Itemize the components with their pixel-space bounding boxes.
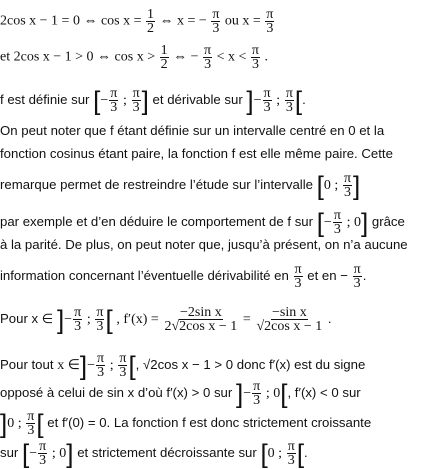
paragraph-line (0, 440, 438, 467)
text: − (29, 445, 38, 461)
numerator: π (251, 43, 259, 58)
denominator: 3 (204, 57, 212, 72)
numerator: π (287, 439, 295, 454)
denominator: 3 (96, 319, 104, 334)
fraction (203, 44, 212, 71)
numerator: π (212, 7, 220, 22)
definition-line (0, 87, 438, 114)
text: , f′(x) = (116, 311, 159, 327)
fraction (353, 263, 362, 290)
denominator: 3 (287, 453, 295, 468)
text: Pour tout (0, 356, 54, 372)
numerator: π (27, 409, 35, 424)
numerator: π (333, 208, 341, 223)
equation-line-1 (0, 8, 438, 35)
derivative-line (0, 306, 438, 333)
numerator: π (353, 262, 361, 277)
text: ; 0 (51, 445, 67, 461)
numerator: 1 (160, 43, 168, 58)
text: = (242, 311, 251, 327)
text: ; (86, 311, 91, 327)
bracket: [ (105, 304, 113, 335)
text: grâce (371, 213, 405, 229)
fraction (256, 306, 324, 333)
text: . (302, 91, 306, 107)
text: . (264, 49, 268, 65)
text: information concernant l’éventuelle dérivabilité en (0, 267, 289, 283)
fraction (251, 44, 260, 71)
bracket: ] (66, 438, 74, 469)
denominator: 3 (294, 276, 302, 291)
bracket: ] (0, 408, 8, 439)
text: ⇔ x = − (159, 13, 207, 29)
bracket: ] (56, 304, 65, 335)
denominator: 3 (266, 21, 274, 36)
paragraph-line (0, 352, 438, 379)
text: . (362, 267, 367, 283)
fraction (96, 352, 105, 379)
text: et f′(0) = 0. La fonction f est donc strictement croissante (47, 414, 372, 430)
text: ; 0 (265, 385, 281, 401)
text: sur (0, 444, 19, 460)
numerator: π (74, 305, 82, 320)
numerator: π (97, 351, 105, 366)
fraction (263, 87, 272, 114)
text: 0 ; (267, 445, 283, 461)
text: ⇔ − (173, 49, 199, 65)
paragraph-line (0, 209, 438, 236)
text: Pour x ∈ (0, 310, 54, 326)
denominator: 3 (253, 393, 261, 408)
text: − (87, 357, 96, 373)
denominator: 3 (212, 21, 220, 36)
numerator: π (204, 43, 212, 58)
fraction (73, 306, 82, 333)
text: < x < (216, 49, 247, 65)
denominator: 3 (39, 453, 47, 468)
text: − (243, 385, 252, 401)
paragraph-line (0, 172, 438, 199)
numerator: π (119, 351, 127, 366)
paragraph-line (0, 410, 438, 437)
text: x ∈ (57, 357, 80, 373)
text: , f′(x) < 0 sur (287, 384, 361, 400)
paragraph-line: à la parité. De plus, on peut noter que, jusqu’à présent, on n’a aucune (0, 237, 408, 252)
denominator: 3 (251, 57, 259, 72)
numerator: π (343, 171, 352, 186)
bracket: ] (246, 85, 254, 116)
bracket: [ (260, 438, 268, 469)
equation-line-2 (0, 44, 438, 71)
denominator: 2 (147, 21, 155, 36)
fraction (146, 8, 155, 35)
text: remarque permet de restreindre l’étude sur l’intervalle (0, 176, 313, 192)
text: 0 ; (323, 177, 339, 193)
bracket: [ (294, 85, 303, 116)
paragraph-line (0, 380, 438, 407)
text: et 2cos x − 1 > 0 ⇔ cos x > (0, 49, 156, 65)
denominator: 3 (110, 100, 118, 115)
denominator: 3 (343, 185, 351, 200)
bracket: [ (93, 85, 101, 116)
text: ; (276, 92, 281, 108)
fraction (109, 87, 118, 114)
fraction (164, 306, 239, 333)
paragraph-line (0, 263, 438, 290)
text: par exemple et d’en déduire le comportement de f sur (0, 213, 314, 229)
bracket: [ (316, 207, 324, 238)
text: 0 ; (7, 415, 22, 431)
numerator: π (294, 262, 302, 277)
fraction (343, 172, 352, 199)
text: , √2cos x − 1 > 0 donc f′(x) est du signe (135, 356, 366, 372)
denominator: 3 (119, 365, 127, 380)
text: f est définie sur (0, 91, 90, 107)
denominator: 3 (97, 365, 105, 380)
denominator: 2 (160, 57, 168, 72)
denominator: 3 (263, 100, 271, 115)
text: et dérivable sur (152, 91, 243, 107)
denominator: 3 (333, 222, 341, 237)
fraction (211, 8, 220, 35)
bracket: ] (79, 350, 88, 381)
denominator: √2cos x − 1 (256, 319, 323, 334)
text: − (323, 214, 332, 230)
numerator: −2sin x (180, 305, 222, 320)
text: . (327, 310, 332, 326)
numerator: π (96, 305, 104, 320)
text: ; (123, 92, 127, 108)
text: opposé à celui de sin x d’où f′(x) > 0 sur (0, 384, 233, 400)
bracket: ] (235, 378, 244, 409)
denominator: 3 (74, 319, 82, 334)
text: − (64, 311, 73, 327)
text: et strictement décroissante sur (77, 444, 257, 460)
paragraph-line: fonction cosinus étant paire, la fonction f est elle même paire. Cette (0, 146, 393, 161)
text: ; 0 (346, 214, 361, 230)
text: et en − (307, 267, 348, 283)
fraction (118, 352, 127, 379)
fraction (38, 440, 47, 467)
bracket: [ (280, 378, 288, 409)
text: . (304, 444, 308, 460)
fraction (333, 209, 342, 236)
fraction (95, 306, 104, 333)
numerator: π (39, 439, 47, 454)
fraction (294, 263, 303, 290)
numerator: π (285, 86, 293, 101)
denominator: 3 (353, 276, 361, 291)
bracket: [ (296, 438, 305, 469)
denominator: 2√2cos x − 1 (164, 319, 238, 334)
text: 2cos x − 1 = 0 ⇔ cos x = (0, 13, 142, 29)
text: ou x = (224, 13, 261, 29)
fraction (26, 410, 35, 437)
fraction (132, 87, 141, 114)
text: − (253, 92, 262, 108)
paragraph-line: On peut noter que f étant définie sur un intervalle centré en 0 et la (0, 123, 385, 138)
bracket: ] (360, 207, 369, 238)
numerator: π (132, 86, 140, 101)
numerator: −sin x (272, 305, 307, 320)
numerator: π (263, 86, 271, 101)
bracket: ] (353, 170, 361, 201)
denominator: 3 (132, 100, 140, 115)
denominator: 3 (27, 423, 35, 438)
numerator: π (253, 379, 261, 394)
numerator: π (266, 7, 274, 22)
fraction (285, 87, 294, 114)
bracket: [ (36, 408, 44, 439)
fraction (287, 440, 296, 467)
bracket: ] (141, 85, 149, 116)
text: ; (109, 357, 114, 373)
bracket: [ (316, 170, 324, 201)
bracket: [ (128, 350, 136, 381)
fraction (160, 44, 169, 71)
numerator: π (110, 86, 118, 101)
text: − (100, 92, 109, 108)
fraction (252, 380, 261, 407)
bracket: [ (22, 438, 30, 469)
fraction (265, 8, 274, 35)
denominator: 3 (285, 100, 293, 115)
numerator: 1 (147, 7, 155, 22)
